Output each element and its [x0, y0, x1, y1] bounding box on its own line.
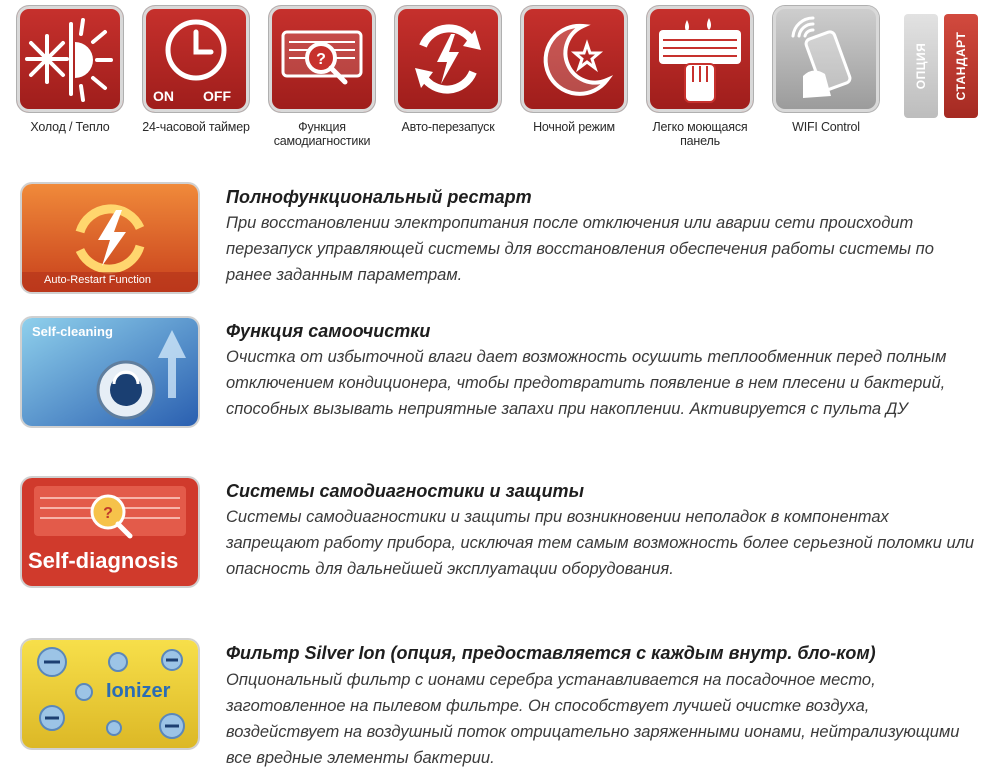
feature-label: Функция самодиагностики — [273, 120, 371, 148]
feature-description: Очистка от избыточной влаги дает возможность осушить теплообменник перед полным отключением кондиционера, чтобы предотвратить появление в нем плесени и бактерий, способных вызывать неприятные запахи при накоплении. Активируется с пульта ДУ — [226, 348, 947, 418]
self-cleaning-icon — [22, 318, 198, 426]
feature-self-diagnosis — [264, 6, 380, 148]
feature-auto-restart-section — [22, 184, 982, 300]
feature-auto-restart — [390, 6, 506, 134]
feature-self-cleaning-section — [22, 318, 982, 448]
feature-text — [226, 478, 976, 582]
feature-timer — [138, 6, 254, 134]
night-mode-icon — [521, 6, 627, 112]
feature-description: Опциональный фильтр с ионами серебра устанавливается на посадочное место, заготовленное на пылевом фильтре. Он способствует лучшей очистке воздуха, воздействует на воздушный поток отрицательно заряженными ионами, нейтрализующими все вредные элементы бактерии. — [226, 671, 960, 767]
badge-label: Self-diagnosis — [28, 548, 179, 573]
self-diagnosis-badge-icon — [22, 478, 198, 586]
snowflake-sun-icon — [17, 6, 123, 112]
feature-text — [226, 184, 976, 288]
wifi-phone-icon — [773, 6, 879, 112]
legend-option-tag — [904, 14, 938, 118]
badge-label: Ionizer — [106, 680, 171, 702]
feature-title: Полнофункциональный рестарт — [226, 187, 532, 207]
feature-self-diagnosis-section — [22, 478, 982, 608]
svg-text:?: ? — [103, 505, 113, 522]
off-label: OFF — [203, 88, 231, 104]
feature-label: 24-часовой таймер — [142, 120, 250, 134]
on-label: ON — [153, 88, 174, 104]
auto-restart-function-icon — [22, 184, 198, 292]
feature-night-mode — [516, 6, 632, 134]
feature-title: Функция самоочистки — [226, 321, 431, 341]
feature-label: Ночной режим — [533, 120, 615, 134]
clock-timer-icon — [143, 6, 249, 112]
ionizer-icon — [22, 640, 198, 748]
feature-label: Авто-перезапуск — [401, 120, 495, 134]
badge-label: Auto-Restart Function — [44, 274, 151, 286]
feature-label: Холод / Тепло — [30, 120, 110, 134]
washable-panel-icon — [647, 6, 753, 112]
feature-title: Системы самодиагностики и защиты — [226, 481, 584, 501]
badge-label: Self-cleaning — [32, 324, 113, 339]
svg-text:?: ? — [316, 51, 326, 68]
feature-wifi-control — [768, 6, 884, 134]
feature-description: При восстановлении электропитания после отключения или аварии сети происходит перезапуск управляющей системы для восстановления обеспечения работы системы по ранее заданным параметрам. — [226, 214, 934, 284]
feature-label: WIFI Control — [792, 120, 860, 134]
legend-option-label: ОПЦИЯ — [914, 42, 928, 90]
feature-icon-row — [12, 6, 992, 166]
self-diagnosis-icon — [269, 6, 375, 112]
feature-description: Системы самодиагностики и защиты при возникновении неполадок в компонентах запрещают работу прибора, исключая тем самым возможность более серьезной поломки или опасность для дальнейшей эксплуатации оборудования. — [226, 508, 975, 578]
feature-cold-heat — [12, 6, 128, 134]
feature-text — [226, 640, 976, 771]
legend-standard-tag — [944, 14, 978, 118]
legend — [904, 14, 986, 118]
feature-text — [226, 318, 976, 422]
feature-label: Легко моющаяся панель — [652, 120, 748, 148]
feature-title: Фильтр Silver Ion (опция, предоставляется с каждым внутр. бло-ком) — [226, 643, 876, 663]
feature-washable-panel — [642, 6, 758, 148]
auto-restart-icon — [395, 6, 501, 112]
legend-standard-label: СТАНДАРТ — [954, 31, 968, 101]
feature-silver-ion-section — [22, 640, 982, 780]
